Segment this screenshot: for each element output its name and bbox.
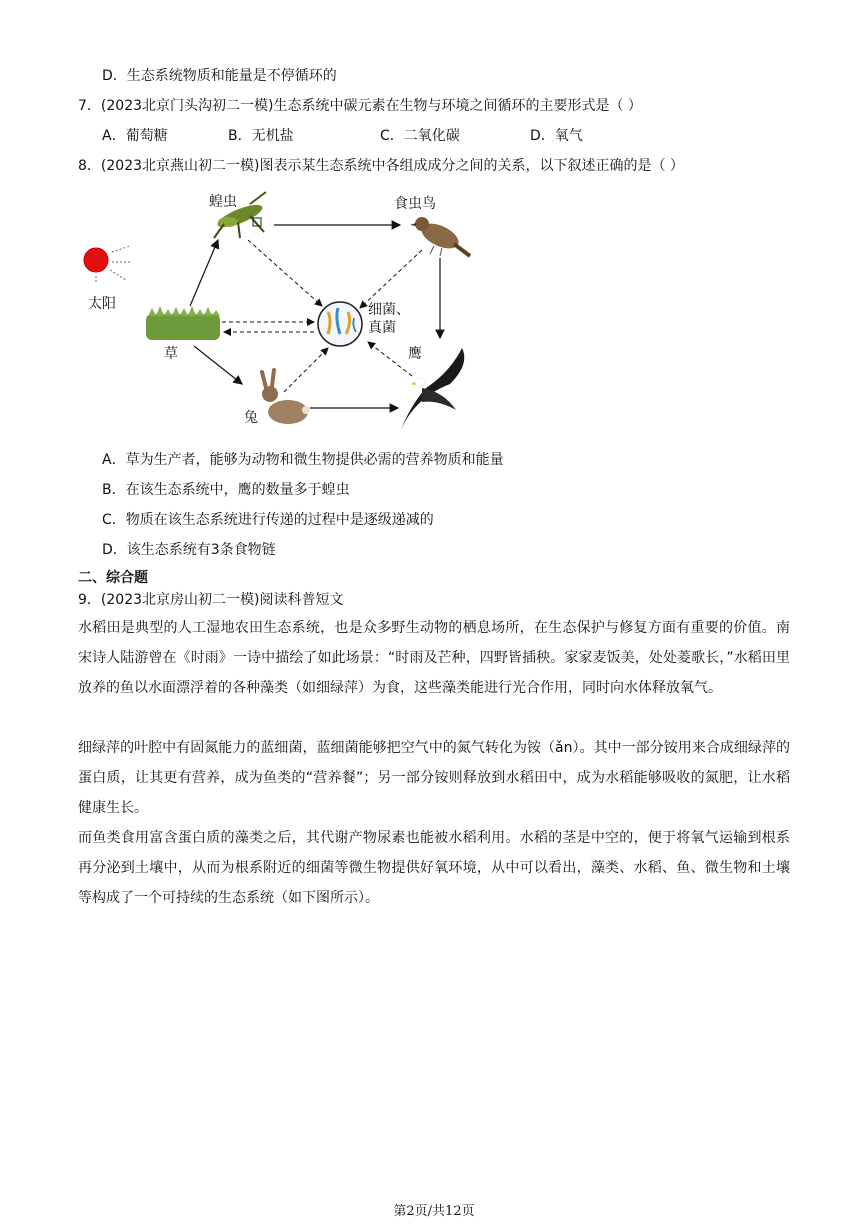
label-rabbit: 兔: [244, 410, 258, 426]
q7-option-d: D．氧气: [530, 128, 583, 144]
page-footer: 第2页/共12页: [393, 1204, 475, 1219]
q9-stem-line: [78, 590, 343, 610]
q9-stem: 阅读科普短文: [259, 592, 344, 608]
label-insectivorous-bird: 食虫鸟: [394, 196, 436, 212]
label-locust: 蝗虫: [209, 194, 237, 210]
label-sun: 太阳: [88, 296, 116, 312]
rabbit-icon: [262, 370, 310, 424]
label-decomposer-line1: 细菌、: [368, 302, 410, 318]
label-eagle: 鹰: [408, 346, 422, 362]
q8-number: 8．: [78, 158, 101, 174]
q7-option-b: B．无机盐: [228, 128, 294, 144]
q7-option-a: A．葡萄糖: [102, 128, 168, 144]
bacteria-fungi-icon: [318, 302, 362, 346]
sun-icon: [84, 246, 132, 284]
label-decomposer-line2: 真菌: [368, 320, 396, 336]
label-grass: 草: [164, 346, 178, 362]
q8-option-d: D．该生态系统有3条食物链: [102, 542, 276, 558]
q9-source: (2023北京房山初二一模): [100, 592, 260, 608]
q8-option-c: C．物质在该生态系统进行传递的过程中是逐级递减的: [102, 512, 434, 528]
q9-paragraph-3: 而鱼类食用富含蛋白质的藻类之后，其代谢产物尿素也能被水稻利用。水稻的茎是中空的，便于将氧气运输到根系再分泌到土壤中，从而为根系附近的细菌等微生物提供好氧环境，从中可以看出，藻类、水稻、鱼、微生物和土壤等构成了一个可持续的生态系统（如下图所示）。: [78, 830, 790, 906]
q8-option-a: A．草为生产者，能够为动物和微生物提供必需的营养物质和能量: [102, 452, 504, 468]
section-title: 二、综合题: [78, 570, 148, 586]
q7-option-c: C．二氧化碳: [380, 128, 460, 144]
q7-stem: 生态系统中碳元素在生物与环境之间循环的主要形式是（ ）: [273, 98, 642, 114]
q9-number: 9．: [78, 592, 101, 608]
q7-stem-line: [78, 96, 642, 116]
q9-paragraph-1: 水稻田是典型的人工湿地农田生态系统，也是众多野生动物的栖息场所，在生态保护与修复方面有重要的价值。南宋诗人陆游曾在《时雨》一诗中描绘了如此场景：“时雨及芒种，四野皆插秧。家家麦饭美，处处菱歌长，”水稻田里放养的鱼以水面漂浮着的各种藻类（如细绿萍）为食，这些藻类能进行光合作用，同时向水体释放氧气。: [78, 620, 790, 696]
insectivorous-bird-icon: [410, 217, 470, 256]
food-web-svg: [78, 188, 478, 438]
food-web-diagram: [78, 188, 478, 438]
q8-stem: 图表示某生态系统中各组成成分之间的关系，以下叙述正确的是（ ）: [259, 158, 684, 174]
q6-option-d: D．生态系统物质和能量是不停循环的: [102, 68, 337, 84]
q8-stem-line: [78, 156, 684, 176]
q8-source: (2023北京燕山初二一模): [100, 158, 260, 174]
q8-option-b: B．在该生态系统中，鹰的数量多于蝗虫: [102, 482, 350, 498]
q9-paragraph-2: 细绿萍的叶腔中有固氮能力的蓝细菌，蓝细菌能够把空气中的氮气转化为铵（ǎn）。其中一部分铵用来合成细绿萍的蛋白质，让其更有营养，成为鱼类的“营养餐”；另一部分铵则释放到水稻田中，成为水稻能够吸收的氮肥，让水稻健康生长。: [78, 740, 790, 816]
grass-icon: [146, 306, 220, 340]
q7-options: [102, 126, 583, 146]
q7-number: 7．: [78, 98, 101, 114]
q7-source: (2023北京门头沟初二一模): [100, 98, 274, 114]
